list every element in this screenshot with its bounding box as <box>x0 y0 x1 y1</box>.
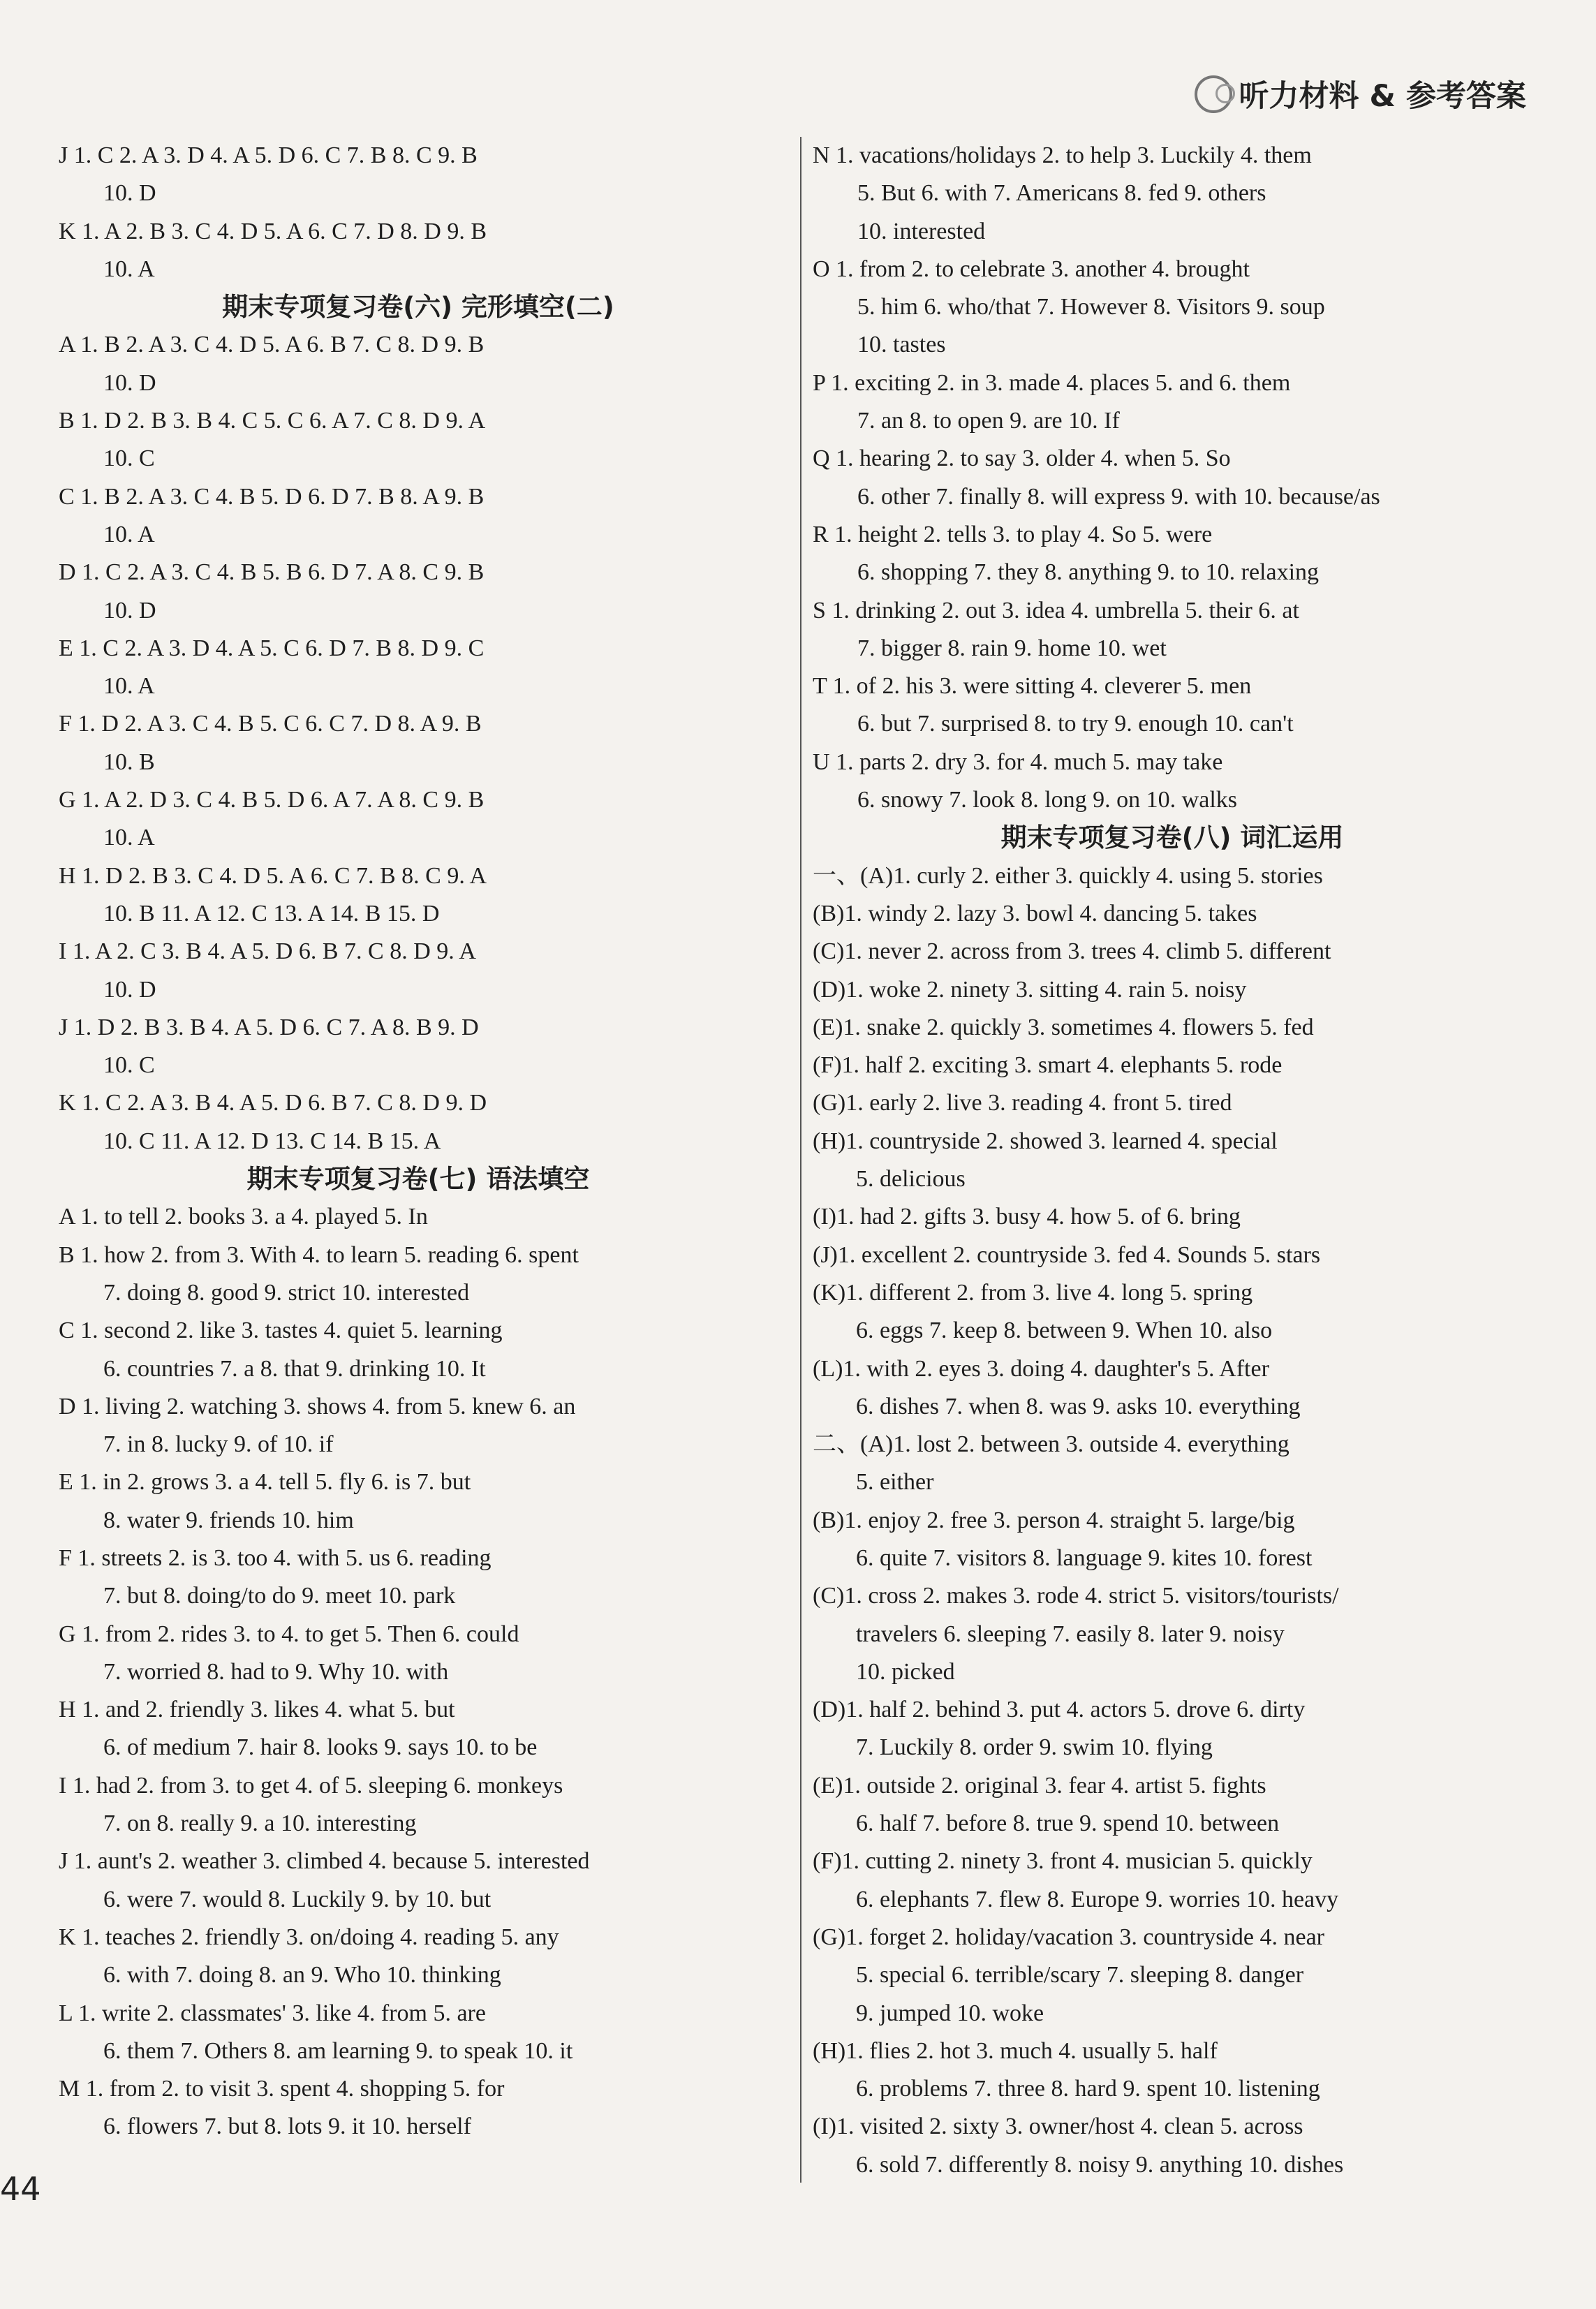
answer-line: (B)1. enjoy 2. free 3. person 4. straight 5. large/big <box>813 1507 1295 1533</box>
answer-line: 6. elephants 7. flew 8. Europe 9. worries 10. heavy <box>856 1886 1339 1912</box>
answer-line: 5. him 6. who/that 7. However 8. Visitors 9. soup <box>857 294 1325 320</box>
answer-line: 7. on 8. really 9. a 10. interesting <box>103 1810 417 1837</box>
answer-line: 7. in 8. lucky 9. of 10. if <box>103 1431 334 1458</box>
answer-line: 10. D <box>103 976 156 1003</box>
answer-line: 6. were 7. would 8. Luckily 9. by 10. but <box>103 1886 492 1912</box>
answer-line: 10. B <box>103 748 155 775</box>
answer-line: 7. but 8. doing/to do 9. meet 10. park <box>103 1583 456 1609</box>
answer-line: O 1. from 2. to celebrate 3. another 4. brought <box>813 256 1250 282</box>
answer-line: J 1. aunt's 2. weather 3. climbed 4. because 5. interested <box>59 1848 590 1875</box>
answer-line: 10. D <box>103 597 156 624</box>
answer-line: 一、(A)1. curly 2. either 3. quickly 4. using 5. stories <box>813 862 1323 889</box>
answer-line: C 1. B 2. A 3. C 4. B 5. D 6. D 7. B 8. A 9. B <box>59 483 485 510</box>
answer-line: E 1. C 2. A 3. D 4. A 5. C 6. D 7. B 8. D 9. C <box>59 635 485 661</box>
left-answer-column <box>59 137 778 2146</box>
page-number: 44 <box>0 2170 41 2208</box>
answer-line: 10. A <box>103 521 155 547</box>
section-title: 期末专项复习卷(八) 词汇运用 <box>1000 822 1344 853</box>
answer-line: (C)1. cross 2. makes 3. rode 4. strict 5. visitors/tourists/ <box>813 1583 1339 1609</box>
answer-line: 6. sold 7. differently 8. noisy 9. anything 10. dishes <box>856 2151 1344 2178</box>
answer-line: (F)1. half 2. exciting 3. smart 4. elephants 5. rode <box>813 1052 1283 1079</box>
answer-line: L 1. write 2. classmates' 3. like 4. from 5. are <box>59 2000 486 2026</box>
answer-line: 9. jumped 10. woke <box>856 2000 1044 2026</box>
answer-line: (H)1. countryside 2. showed 3. learned 4. special <box>813 1128 1278 1154</box>
answer-line: A 1. B 2. A 3. C 4. D 5. A 6. B 7. C 8. D 9. B <box>59 332 485 358</box>
answer-line: (E)1. outside 2. original 3. fear 4. artist 5. fights <box>813 1772 1266 1799</box>
answer-line: K 1. A 2. B 3. C 4. D 5. A 6. C 7. D 8. D 9. B <box>59 218 487 244</box>
answer-line: I 1. A 2. C 3. B 4. A 5. D 6. B 7. C 8. D 9. A <box>59 938 476 965</box>
answer-line: 6. problems 7. three 8. hard 9. spent 10. listening <box>856 2076 1320 2102</box>
answer-line: 6. other 7. finally 8. will express 9. with 10. because/as <box>857 483 1380 510</box>
answer-line: (I)1. visited 2. sixty 3. owner/host 4. clean 5. across <box>813 2113 1303 2140</box>
answer-line: G 1. A 2. D 3. C 4. B 5. D 6. A 7. A 8. C 9. B <box>59 787 485 813</box>
answer-line: (E)1. snake 2. quickly 3. sometimes 4. flowers 5. fed <box>813 1014 1314 1040</box>
answer-line: 6. shopping 7. they 8. anything 9. to 10. relaxing <box>857 559 1320 586</box>
answer-line: 6. half 7. before 8. true 9. spend 10. between <box>856 1810 1280 1837</box>
answer-line: D 1. C 2. A 3. C 4. B 5. B 6. D 7. A 8. C 9. B <box>59 559 485 586</box>
answer-line: 7. Luckily 8. order 9. swim 10. flying <box>856 1734 1213 1761</box>
answer-line: (H)1. flies 2. hot 3. much 4. usually 5. half <box>813 2037 1218 2064</box>
answer-line: N 1. vacations/holidays 2. to help 3. Luckily 4. them <box>813 142 1312 168</box>
answer-line: 10. C <box>103 445 155 472</box>
answer-line: K 1. C 2. A 3. B 4. A 5. D 6. B 7. C 8. D 9. D <box>59 1090 487 1116</box>
answer-line: 6. them 7. Others 8. am learning 9. to speak 10. it <box>103 2037 573 2064</box>
answer-line: 10. tastes <box>857 332 946 358</box>
answer-line: (G)1. forget 2. holiday/vacation 3. countryside 4. near <box>813 1924 1324 1950</box>
right-answer-column <box>813 137 1532 2184</box>
answer-line: travelers 6. sleeping 7. easily 8. later 9. noisy <box>856 1621 1285 1647</box>
decorative-circles-icon <box>1195 75 1232 113</box>
answer-line: K 1. teaches 2. friendly 3. on/doing 4. reading 5. any <box>59 1924 559 1950</box>
answer-line: U 1. parts 2. dry 3. for 4. much 5. may take <box>813 748 1223 775</box>
answer-line: H 1. D 2. B 3. C 4. D 5. A 6. C 7. B 8. C 9. A <box>59 862 487 889</box>
answer-line: 5. special 6. terrible/scary 7. sleeping 8. danger <box>856 1962 1304 1989</box>
section-title: 期末专项复习卷(七) 语法填空 <box>246 1164 590 1195</box>
answer-line: (C)1. never 2. across from 3. trees 4. climb 5. different <box>813 938 1331 965</box>
answer-line: B 1. how 2. from 3. With 4. to learn 5. reading 6. spent <box>59 1241 579 1268</box>
answer-line: S 1. drinking 2. out 3. idea 4. umbrella 5. their 6. at <box>813 597 1299 624</box>
answer-line: 6. with 7. doing 8. an 9. Who 10. thinking <box>103 1962 501 1989</box>
answer-line: (K)1. different 2. from 3. live 4. long 5. spring <box>813 1279 1253 1306</box>
answer-line: T 1. of 2. his 3. were sitting 4. cleverer 5. men <box>813 673 1252 700</box>
answer-line: J 1. D 2. B 3. B 4. A 5. D 6. C 7. A 8. B 9. D <box>59 1014 479 1040</box>
answer-line: (I)1. had 2. gifts 3. busy 4. how 5. of 6. bring <box>813 1204 1241 1230</box>
answer-line: B 1. D 2. B 3. B 4. C 5. C 6. A 7. C 8. D 9. A <box>59 408 486 434</box>
answer-line: (D)1. half 2. behind 3. put 4. actors 5. drove 6. dirty <box>813 1697 1306 1723</box>
answer-line: (B)1. windy 2. lazy 3. bowl 4. dancing 5. takes <box>813 900 1257 927</box>
answer-line: M 1. from 2. to visit 3. spent 4. shopping 5. for <box>59 2076 505 2102</box>
answer-line: 6. snowy 7. look 8. long 9. on 10. walks <box>857 787 1237 813</box>
answer-line: F 1. D 2. A 3. C 4. B 5. C 6. C 7. D 8. A 9. B <box>59 711 482 737</box>
answer-line: 10. B 11. A 12. C 13. A 14. B 15. D <box>103 900 440 927</box>
answer-line: J 1. C 2. A 3. D 4. A 5. D 6. C 7. B 8. C 9. B <box>59 142 478 168</box>
answer-line: (J)1. excellent 2. countryside 3. fed 4. Sounds 5. stars <box>813 1241 1321 1268</box>
answer-line: 10. A <box>103 256 155 282</box>
answer-line: 6. flowers 7. but 8. lots 9. it 10. herself <box>103 2113 471 2140</box>
answer-line: 10. A <box>103 825 155 851</box>
answer-line: 10. D <box>103 369 156 396</box>
answer-line: H 1. and 2. friendly 3. likes 4. what 5. but <box>59 1697 455 1723</box>
header-title: 听力材料 & 参考答案 <box>1239 79 1526 114</box>
page-header <box>1195 73 1526 115</box>
answer-line: 6. countries 7. a 8. that 9. drinking 10. It <box>103 1355 486 1382</box>
answer-line: 5. But 6. with 7. Americans 8. fed 9. others <box>857 180 1266 207</box>
answer-line: 6. eggs 7. keep 8. between 9. When 10. also <box>856 1318 1273 1344</box>
answer-line: F 1. streets 2. is 3. too 4. with 5. us 6. reading <box>59 1544 492 1571</box>
answer-line: 6. quite 7. visitors 8. language 9. kites 10. forest <box>856 1544 1313 1571</box>
answer-line: 5. delicious <box>856 1166 966 1193</box>
answer-line: C 1. second 2. like 3. tastes 4. quiet 5. learning <box>59 1318 503 1344</box>
answer-line: I 1. had 2. from 3. to get 4. of 5. sleeping 6. monkeys <box>59 1772 563 1799</box>
answer-line: 二、(A)1. lost 2. between 3. outside 4. everything <box>813 1431 1290 1458</box>
answer-line: Q 1. hearing 2. to say 3. older 4. when 5. So <box>813 445 1231 472</box>
answer-line: 10. picked <box>856 1658 955 1685</box>
answer-line: 6. dishes 7. when 8. was 9. asks 10. everything <box>856 1393 1301 1419</box>
section-title: 期末专项复习卷(六) 完形填空(二) <box>222 292 614 323</box>
answer-line: 6. but 7. surprised 8. to try 9. enough 10. can't <box>857 711 1294 737</box>
answer-line: G 1. from 2. rides 3. to 4. to get 5. Then 6. could <box>59 1621 519 1647</box>
answer-line: 10. C 11. A 12. D 13. C 14. B 15. A <box>103 1128 441 1154</box>
answer-line: (F)1. cutting 2. ninety 3. front 4. musician 5. quickly <box>813 1848 1313 1875</box>
answer-line: 8. water 9. friends 10. him <box>103 1507 354 1533</box>
column-divider <box>800 137 801 2183</box>
answer-line: E 1. in 2. grows 3. a 4. tell 5. fly 6. is 7. but <box>59 1469 471 1496</box>
answer-line: 7. worried 8. had to 9. Why 10. with <box>103 1658 449 1685</box>
answer-line: 5. either <box>856 1469 934 1496</box>
answer-line: D 1. living 2. watching 3. shows 4. from 5. knew 6. an <box>59 1393 576 1419</box>
answer-line: (G)1. early 2. live 3. reading 4. front 5. tired <box>813 1090 1232 1116</box>
answer-line: R 1. height 2. tells 3. to play 4. So 5. were <box>813 521 1213 547</box>
answer-line: 7. an 8. to open 9. are 10. If <box>857 408 1120 434</box>
answer-line: 10. C <box>103 1052 155 1079</box>
answer-line: (L)1. with 2. eyes 3. doing 4. daughter's 5. After <box>813 1355 1269 1382</box>
answer-line: P 1. exciting 2. in 3. made 4. places 5. and 6. them <box>813 369 1291 396</box>
answer-line: A 1. to tell 2. books 3. a 4. played 5. In <box>59 1204 428 1230</box>
answer-line: 10. D <box>103 180 156 207</box>
answer-line: (D)1. woke 2. ninety 3. sitting 4. rain 5. noisy <box>813 976 1247 1003</box>
answer-line: 6. of medium 7. hair 8. looks 9. says 10. to be <box>103 1734 538 1761</box>
answer-line: 7. bigger 8. rain 9. home 10. wet <box>857 635 1167 661</box>
answer-line: 10. interested <box>857 218 986 244</box>
answer-line: 10. A <box>103 673 155 700</box>
answer-line: 7. doing 8. good 9. strict 10. interested <box>103 1279 470 1306</box>
